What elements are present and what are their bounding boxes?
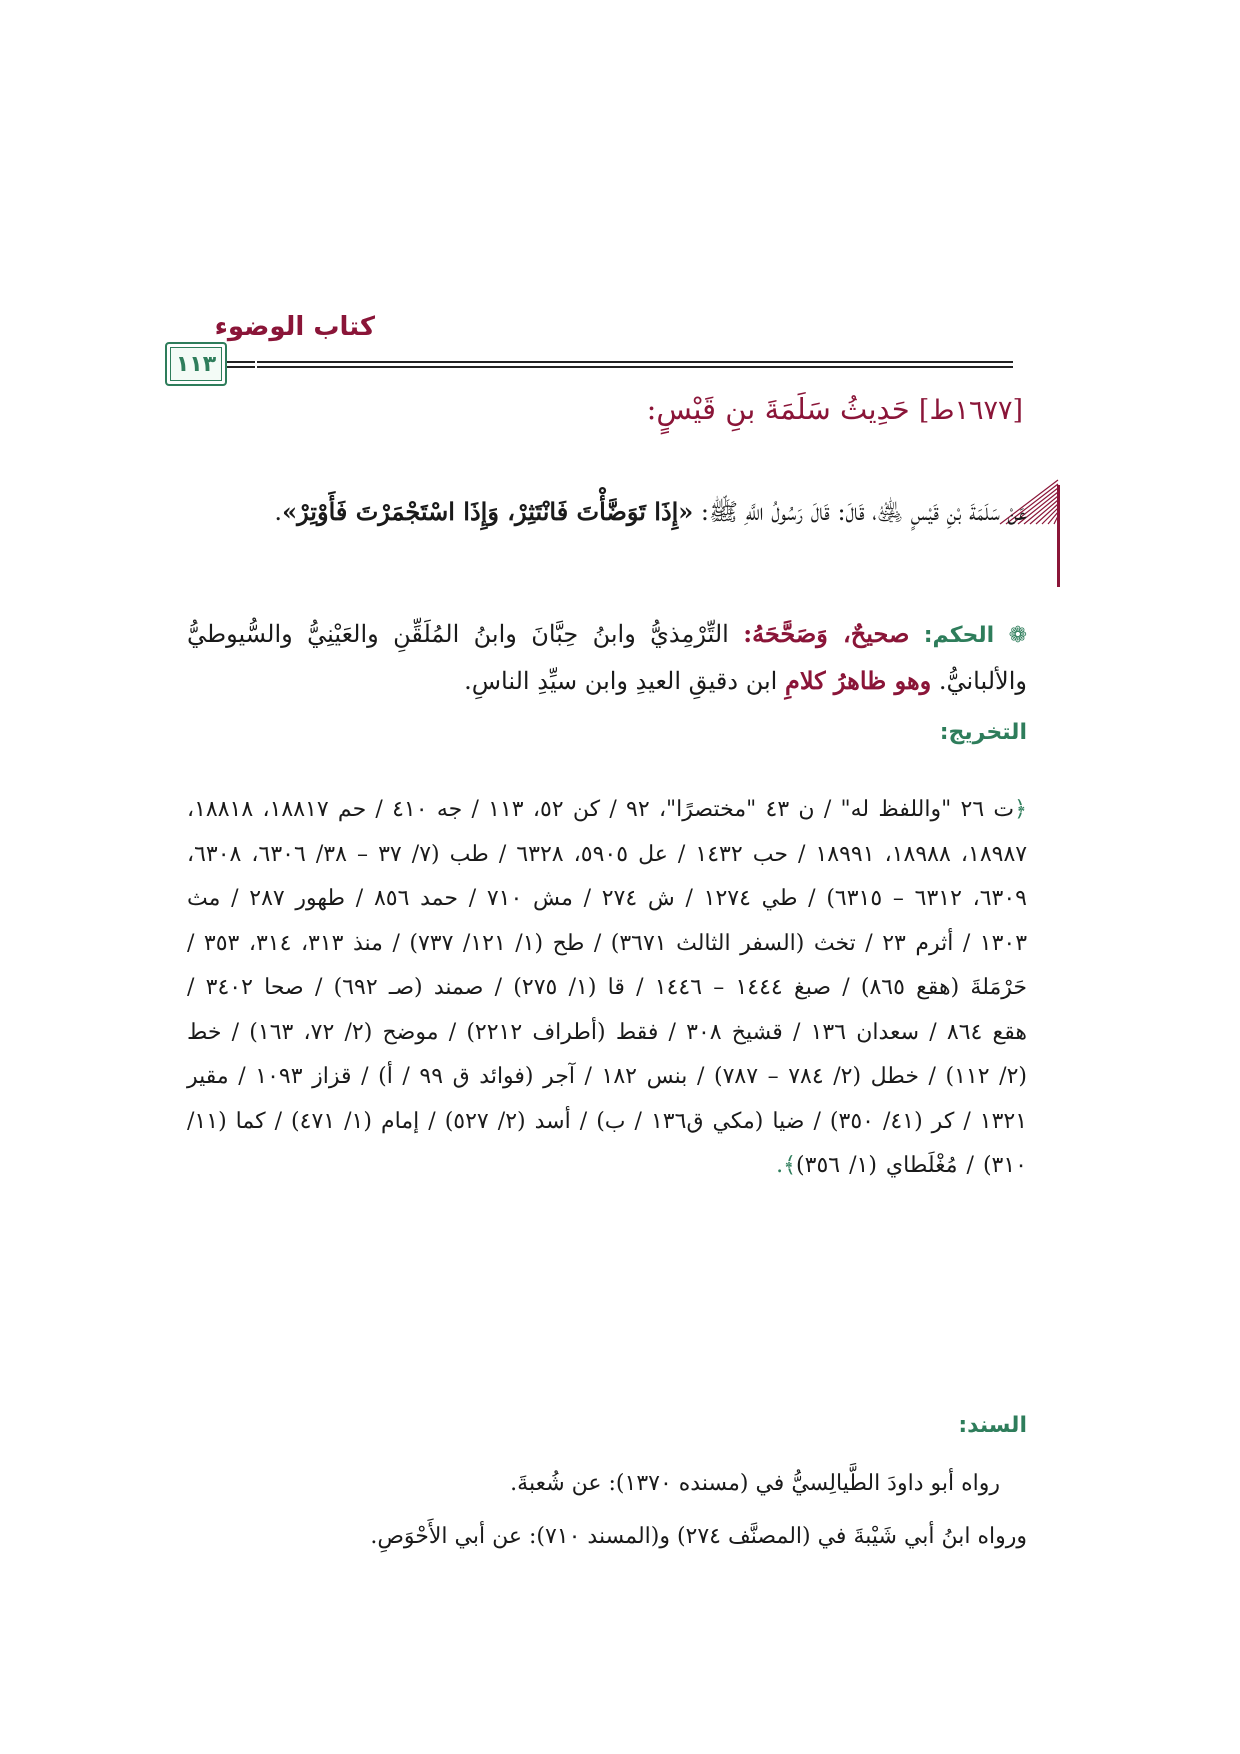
section-title: حَدِيثُ سَلَمَةَ بنِ قَيْسٍ:: [646, 392, 910, 426]
sanad-label: السند:: [958, 1413, 1027, 1438]
takhrij-close-bracket: ﴾.: [776, 1153, 797, 1178]
takhrij-body: ت ٢٦ "واللفظ له" / ن ٤٣ "مختصرًا"، ٩٢ / كن ٥٢، ١١٣ / جه ٤١٠ / حم ١٨٨١٧، ١٨٨١٨، ١٨٩٨٧، ١٨٩٨٨، ١٨٩٩١ / حب ١٤٣٢ / عل ٥٩٠٥، ٦٣٢٨ / طب (٧/ ٣٧ – ٣٨/ ٦٣٠٦، ٦٣٠٨، ٦٣٠٩، ٦٣١٢ – ٦٣١٥) / طي ١٢٧٤ / ش ٢٧٤ / مش ٧١٠ / حمد ٨٥٦ / طهور ٢٨٧ / مث ١٣٠٣ / أثرم ٢٣ / تخث (السفر الثالث ٣٦٧١) / طح (١/ ١٢١/ ٧٣٧) / منذ ٣١٣، ٣١٤، ٣٥٣ / حَرْمَلةَ (هقع ٨٦٥) / صبغ ١٤٤٤ – ١٤٤٦ / قا (١/ ٢٧٥) / صمند (صـ ٦٩٢) / صحا ٣٤٠٢ / هقع ٨٦٤ / سعدان ١٣٦ / قشيخ ٣٠٨ / فقط (أطراف ٢٢١٢) / موضح (٢/ ٧٢، ١٦٣) / خط (٢/ ١١٢) / خطل (٢/ ٧٨٤ – ٧٨٧) / بنس ١٨٢ / آجر (فوائد ق ٩٩ / أ) / قزاز ١٠٩٣ / مقير ١٣٢١ / كر (٤١/ ٣٥٠) / ضيا (مكي ق١٣٦ / ب) / أسد (٢/ ٥٢٧) / إمام (١/ ٤٧١) / كما (١١/ ٣١٠) / مُغْلَطاي (١/ ٣٥٦): [187, 797, 1028, 1178]
header-rule: [257, 361, 1013, 368]
hadith-quote: «إِذَا تَوَضَّأْتَ فَانْتَثِرْ، وَإِذَا اسْتَجْمَرْتَ فَأَوْتِرْ»: [282, 497, 694, 526]
takhrij-open-bracket: ﴿: [1014, 797, 1028, 822]
ruling-emphasis: وهو ظاهرُ كلامِ: [784, 666, 932, 695]
hadith-number: [١٦٧٧ط]: [918, 395, 1023, 426]
hadith-end: .: [274, 498, 283, 526]
takhrij-text: [187, 788, 1027, 1189]
ruling-paragraph: [187, 611, 1027, 704]
ruling-verdict: صحيحٌ، وَصَحَّحَهُ:: [743, 619, 910, 648]
ruling-rest: ابن دقيقِ العيدِ وابن سيِّدِ الناسِ.: [464, 667, 785, 695]
ruling-label: الحكم:: [923, 623, 995, 648]
section-heading: [203, 392, 1023, 426]
sanad-line-2: ورواه ابنُ أبي شَيْبةَ في (المصنَّف ٢٧٤) و(المسند ٧١٠): عن أبي الأَحْوَصِ.: [370, 1524, 1027, 1549]
page-number: ١١٣: [165, 342, 227, 386]
sanad-line-1: رواه أبو داودَ الطَّيالِسيُّ في (مسنده ١٣٧٠): عن شُعبةَ.: [510, 1471, 1000, 1496]
ruling-authorities: التِّرْمِذيُّ وابنُ حِبَّانَ وابنُ المُلَقِّنِ والعَيْنِيُّ والسُّيوطيُّ والألبانيُّ.: [187, 620, 1027, 695]
hadith-text: [187, 490, 1027, 534]
book-title: كتاب الوضوء: [214, 312, 375, 342]
flower-ornament-icon: ❁: [1008, 623, 1027, 648]
takhrij-label: التخريج:: [939, 720, 1027, 745]
hadith-intro: عَنْ سَلَمَةَ بْنِ قَيْسٍ ﵁، قَالَ: قَالَ رَسُولُ اللَّهِ ﷺ:: [693, 498, 1027, 526]
